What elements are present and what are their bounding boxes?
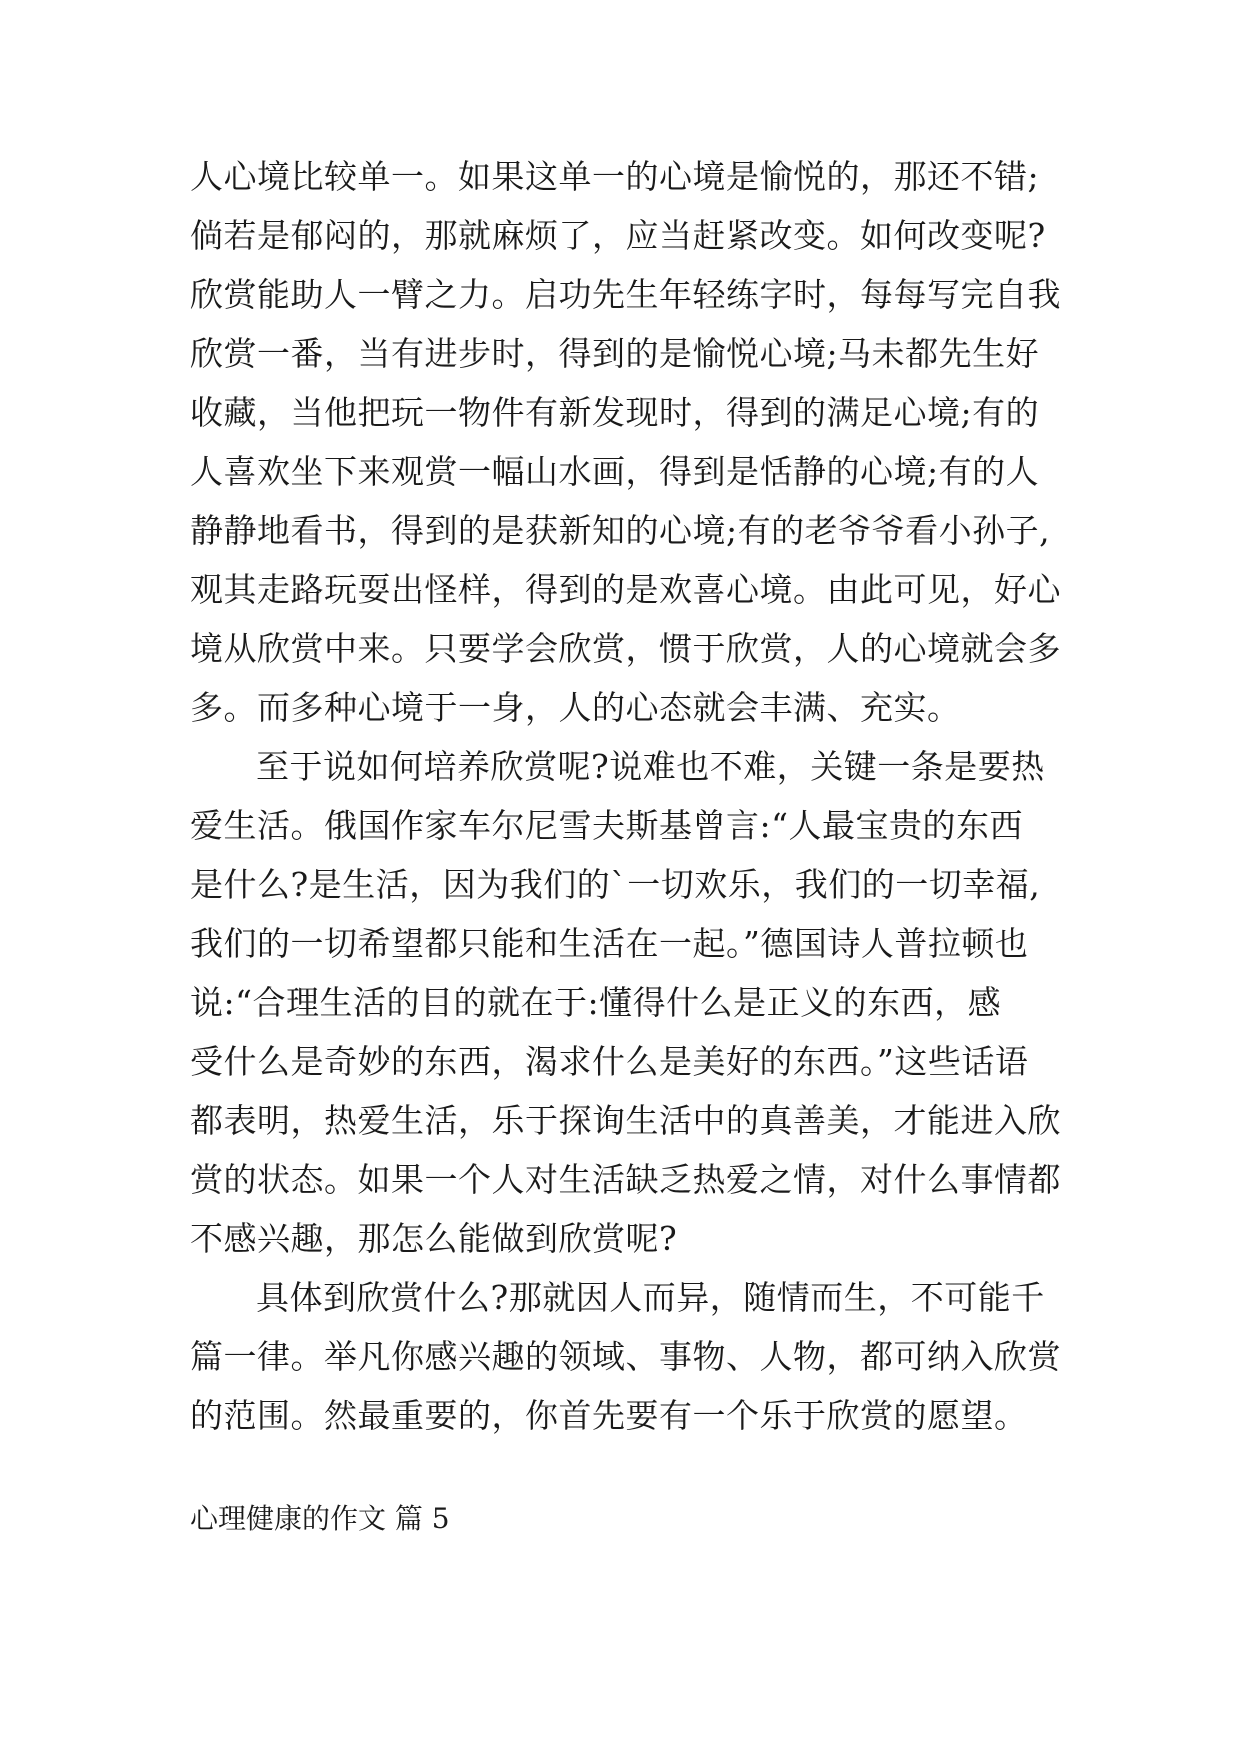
- paragraph-line: 人心境比较单一。如果这单一的心境是愉悦的，那还不错;: [190, 157, 1040, 196]
- paragraph-line: 说:“合理生活的目的就在于:懂得什么是正义的东西，感: [190, 983, 1002, 1022]
- section-heading: 心理健康的作文 篇 5: [190, 1502, 450, 1535]
- paragraph-line: 赏的状态。如果一个人对生活缺乏热爱之情，对什么事情都: [190, 1160, 1061, 1199]
- paragraph-line: 静静地看书，得到的是获新知的心境;有的老爷爷看小孙子,: [190, 511, 1051, 550]
- paragraph-line: 人喜欢坐下来观赏一幅山水画，得到是恬静的心境;有的人: [190, 452, 1040, 491]
- paragraph-line: 爱生活。俄国作家车尔尼雪夫斯基曾言:“人最宝贵的东西: [190, 806, 1023, 845]
- paragraph-line: 欣赏能助人一臂之力。启功先生年轻练字时，每每写完自我: [190, 275, 1061, 314]
- paragraph-line: 篇一律。举凡你感兴趣的领域、事物、人物，都可纳入欣赏: [190, 1337, 1061, 1376]
- paragraph-line: 都表明，热爱生活，乐于探询生活中的真善美，才能进入欣: [190, 1101, 1061, 1140]
- paragraph-line: 观其走路玩耍出怪样，得到的是欢喜心境。由此可见，好心: [190, 570, 1061, 609]
- paragraph-line: 受什么是奇妙的东西，渴求什么是美好的东西。”这些话语: [190, 1042, 1029, 1081]
- paragraph-line: 收藏，当他把玩一物件有新发现时，得到的满足心境;有的: [190, 393, 1040, 432]
- paragraph-line: 多。而多种心境于一身，人的心态就会丰满、充实。: [190, 688, 961, 727]
- paragraph-line: 不感兴趣，那怎么能做到欣赏呢?: [190, 1219, 678, 1258]
- paragraph-line: 的范围。然最重要的，你首先要有一个乐于欣赏的愿望。: [190, 1396, 1028, 1435]
- paragraph-line: 具体到欣赏什么?那就因人而异，随情而生，不可能千: [256, 1278, 1045, 1317]
- paragraph-line: 倘若是郁闷的，那就麻烦了，应当赶紧改变。如何改变呢?: [190, 216, 1046, 255]
- paragraph-line: 欣赏一番，当有进步时，得到的是愉悦心境;马未都先生好: [190, 334, 1040, 373]
- paragraph-line: 我们的一切希望都只能和生活在一起。”德国诗人普拉顿也: [190, 924, 1029, 963]
- paragraph-line: 至于说如何培养欣赏呢?说难也不难，关键一条是要热: [256, 747, 1045, 786]
- paragraph-line: 是什么?是生活，因为我们的`一切欢乐，我们的一切幸福,: [190, 865, 1041, 904]
- paragraph-line: 境从欣赏中来。只要学会欣赏，惯于欣赏，人的心境就会多: [190, 629, 1061, 668]
